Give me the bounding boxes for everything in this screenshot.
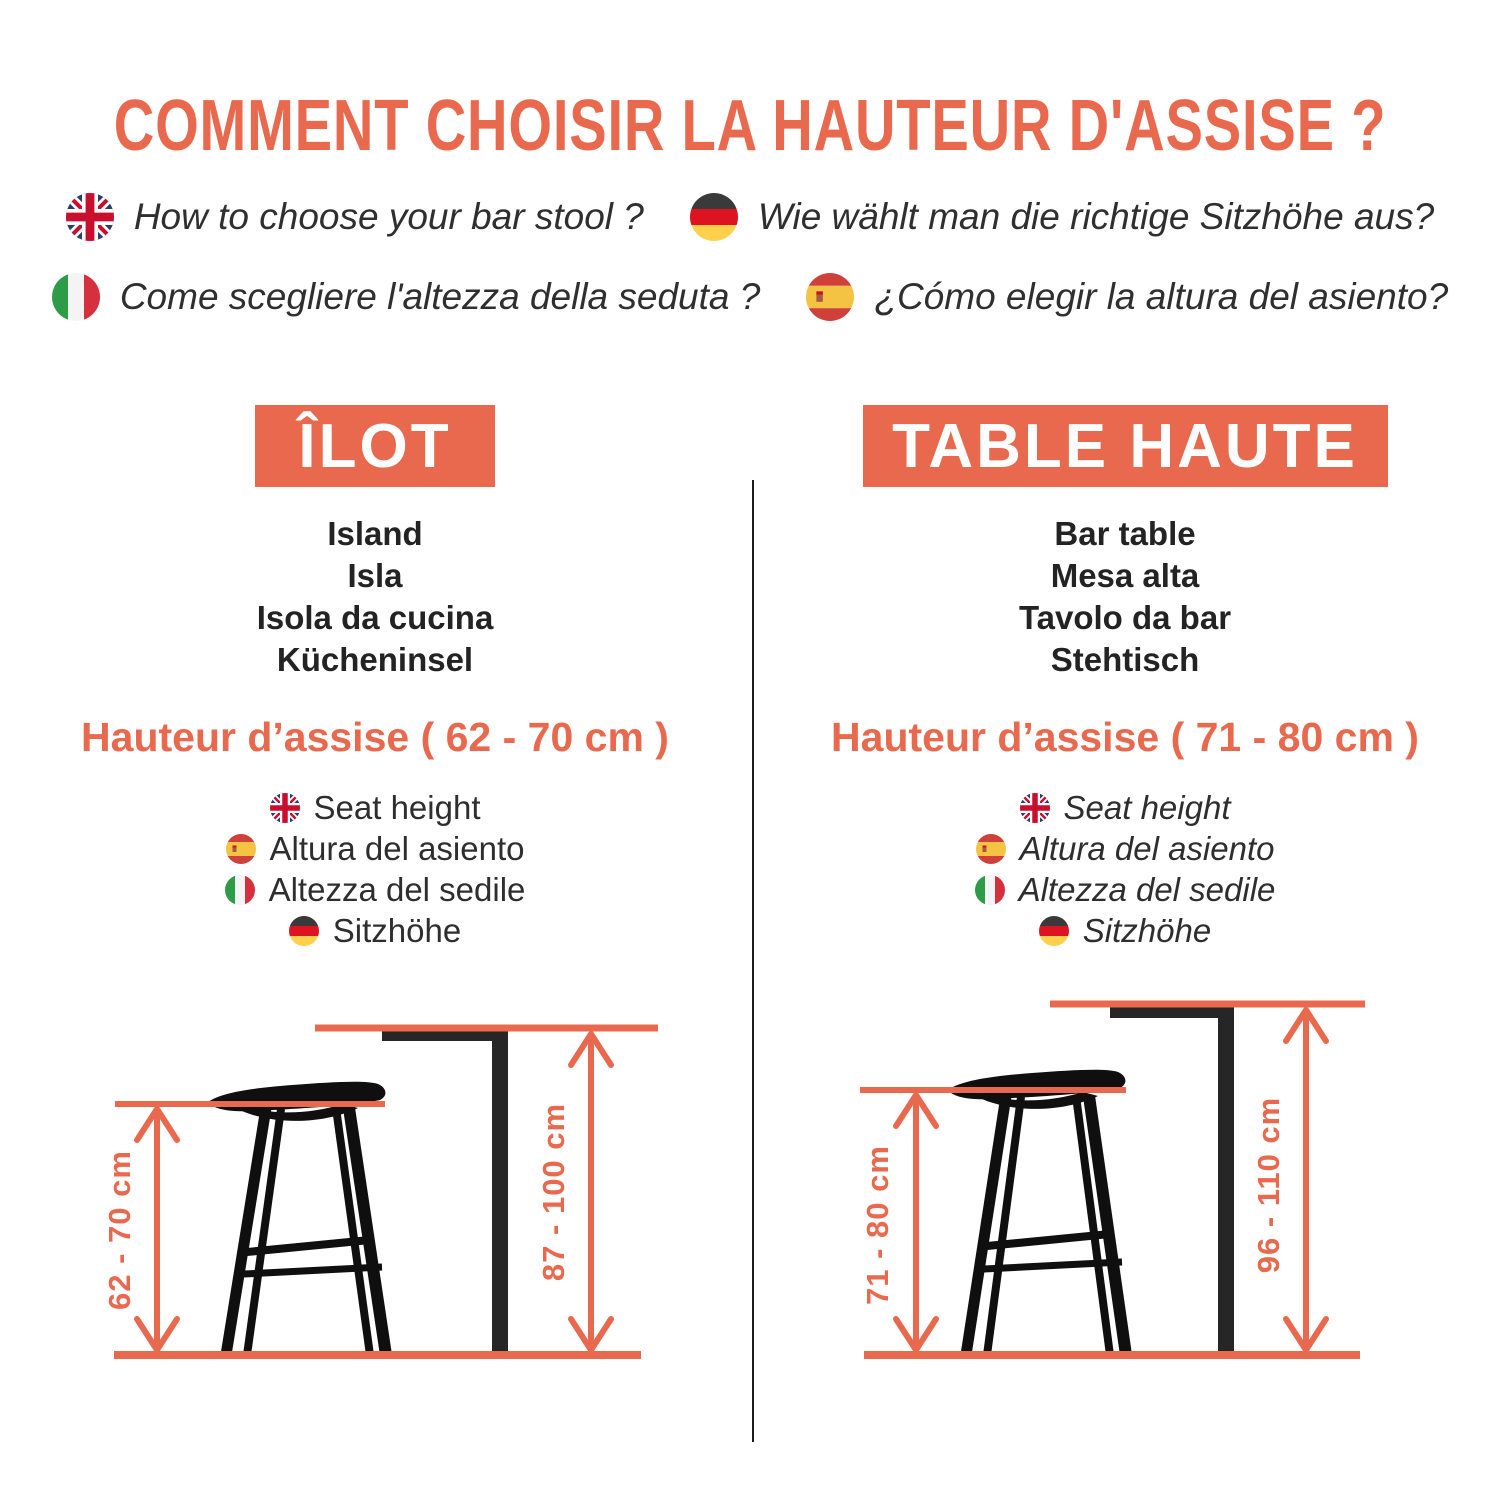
table-leg [492,1030,508,1355]
translation-line: Bar table [1054,515,1196,552]
table-haute-translations [750,513,1500,681]
table-leg-bracket [1110,1007,1233,1018]
table-range-label: 96 - 110 cm [1251,1096,1286,1274]
table-haute-header-label: TABLE HAUTE [892,411,1358,481]
uk-flag-icon [1020,793,1050,823]
columns-container [0,405,1500,1378]
germany-flag-icon [690,193,738,241]
seat-height-arrow [896,1095,936,1350]
italy-flag-icon [225,875,255,905]
list-item [750,787,1500,828]
italy-flag-icon [52,273,100,321]
ilot-translations [0,513,750,681]
table-leg-bracket [382,1030,508,1041]
list-item [750,869,1500,910]
seat-height-arrow [137,1109,177,1350]
translation-line: Isola da cucina [256,599,494,636]
table-haute-seat-height-list [750,787,1500,951]
translation-line: Mesa alta [1050,557,1200,594]
intro-question-text: ¿Cómo elegir la altura del asiento? [874,276,1449,317]
germany-flag-icon [1039,916,1069,946]
list-item-label: Altura del asiento [1019,829,1275,867]
table-leg [1218,1007,1234,1355]
seat-range-label: 71 - 80 cm [860,1145,895,1305]
list-item-label: Sitzhöhe [332,911,462,949]
spain-flag-icon [976,834,1006,864]
translation-line: Isla [347,557,403,594]
germany-flag-icon [289,916,319,946]
bar-stool-silhouette [174,1014,386,1355]
page-title: COMMENT CHOISIR LA HAUTEUR D'ASSISE ? [113,86,1387,166]
stool-leg [226,1108,266,1355]
table-haute-header-box [863,405,1388,487]
column-ilot [0,405,750,1378]
table-haute-diagram [820,978,1460,1378]
intro-row-1 [0,186,1500,248]
translation-line: Island [327,515,423,552]
intro-row-2 [0,266,1500,328]
list-item-label: Altura del asiento [269,829,525,867]
italy-flag-icon [975,875,1005,905]
translation-line: Kücheninsel [276,641,474,678]
list-item-label: Altezza del sedile [268,870,526,908]
ilot-header-label: ÎLOT [298,411,452,481]
table-haute-seat-height-heading: Hauteur d’assise ( 71 - 80 cm ) [831,714,1419,760]
uk-flag-icon [270,793,300,823]
list-item [0,869,750,910]
bar-stool-silhouette [914,1002,1126,1355]
seat-range-label: 62 - 70 cm [102,1150,137,1310]
column-table-haute [750,405,1500,1378]
list-item-label: Seat height [1063,788,1231,826]
ilot-seat-height-list [0,787,750,951]
intro-question-text: Wie wählt man die richtige Sitzhöhe aus? [757,196,1435,237]
stool-backrest [174,1014,216,1107]
list-item [0,910,750,951]
table-height-arrow [1286,1010,1326,1350]
list-item [750,910,1500,951]
table-range-label: 87 - 100 cm [536,1102,571,1282]
ilot-seat-height-heading: Hauteur d’assise ( 62 - 70 cm ) [81,714,669,760]
intro-question-it [52,273,761,321]
spain-flag-icon [226,834,256,864]
translation-line: Tavolo da bar [1018,599,1232,636]
intro-question-text: Come scegliere l'altezza della seduta ? [119,276,761,317]
intro-question-text: How to choose your bar stool ? [133,196,644,237]
list-item [750,828,1500,869]
list-item [0,828,750,869]
list-item-label: Seat height [313,788,481,826]
translation-line: Stehtisch [1050,641,1200,678]
intro-question-es [806,273,1448,321]
stool-leg [966,1096,1006,1355]
stool-backrest [914,1002,956,1095]
table-height-arrow [571,1034,611,1350]
spain-flag-icon [806,273,854,321]
uk-flag-icon [66,193,114,241]
list-item-label: Altezza del sedile [1018,870,1276,908]
list-item-label: Sitzhöhe [1082,911,1212,949]
list-item [0,787,750,828]
intro-question-de [690,193,1434,241]
ilot-header-box [255,405,495,487]
intro-question-en [66,193,644,241]
ilot-diagram [40,978,680,1378]
